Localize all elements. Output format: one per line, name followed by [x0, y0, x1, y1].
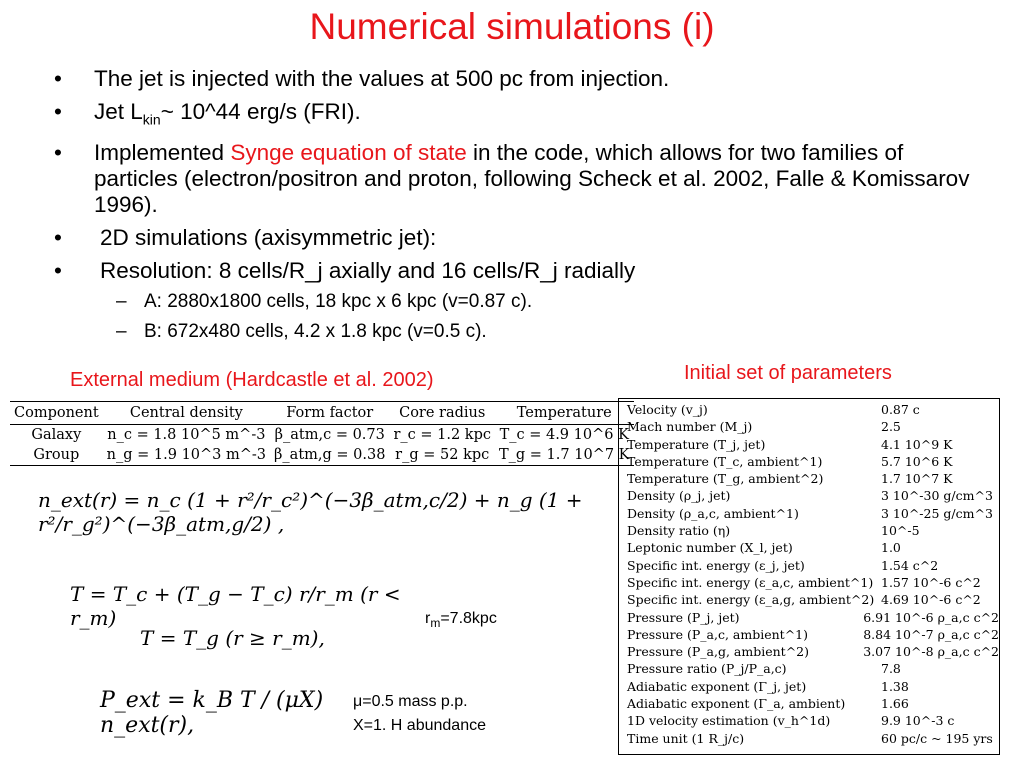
parameter-name: Density (ρ_j, jet) [627, 488, 731, 504]
bullet-list [54, 66, 974, 351]
density-equation-text: n_ext(r) = n_c (1 + r²/r_c²)^(−3β_atm,c/2) + n_g (1 + r²/r_g²)^(−3β_atm,g/2) , [38, 488, 583, 536]
parameter-value: 3 10^-25 g/cm^3 [881, 505, 993, 521]
table-cell: Group [10, 445, 103, 466]
table-row [619, 660, 999, 677]
header-cell: Core radius [389, 402, 495, 425]
bullet-marker: • [54, 257, 62, 283]
sub-bullet-a [54, 291, 974, 313]
table-row [619, 487, 999, 504]
header-cell: Central density [103, 402, 270, 425]
bullet-synge [54, 140, 974, 218]
parameter-name: Pressure (P_a,c, ambient^1) [627, 626, 808, 642]
rm-symbol: r [425, 610, 431, 627]
parameter-value: 7.8 [881, 661, 901, 677]
rm-subscript: m [430, 616, 441, 631]
parameter-name: Leptonic number (X_l, jet) [627, 540, 793, 556]
parameter-value: 3.07 10^-8 ρ_a,c c^2 [863, 644, 999, 660]
bullet-marker: • [54, 66, 62, 91]
parameter-name: Density ratio (η) [627, 523, 731, 539]
parameter-value: 9.9 10^-3 c [881, 713, 955, 729]
temperature-equation-1 [70, 582, 410, 630]
parameter-value: 1.66 [881, 696, 909, 712]
table-row [10, 425, 634, 446]
dash-marker: – [116, 320, 127, 342]
table-row [619, 591, 999, 608]
table-cell: β_atm,c = 0.73 [274, 427, 385, 443]
table-header-row [10, 402, 634, 425]
table-row [619, 730, 999, 747]
bullet-text: 2D simulations (axisymmetric jet): [100, 224, 437, 250]
table-cell: r_c = 1.2 kpc [393, 427, 491, 443]
parameter-value: 0.87 c [881, 402, 920, 417]
external-medium-title: External medium (Hardcastle et al. 2002) [70, 369, 434, 391]
parameter-value: 1.38 [881, 678, 909, 694]
bullet-text-rest: in the code, which allows for two families of particles (electron/positron and proton, following Scheck et al. 2002, Falle & Komissarov 1996). [94, 139, 970, 217]
parameter-name: Mach number (M_j) [627, 419, 753, 435]
table-cell: r_g = 52 kpc [389, 445, 495, 466]
slide-title: Numerical simulations (i) [309, 6, 715, 47]
synge-highlight: Synge equation of state [230, 139, 467, 165]
parameter-name: Temperature (T_c, ambient^1) [627, 453, 823, 469]
bullet-marker: • [54, 99, 62, 124]
bullet-2d-sims [54, 225, 974, 251]
parameter-name: Temperature (T_g, ambient^2) [627, 471, 824, 487]
temperature-equation-1-text: T = T_c + (T_g − T_c) r/r_m (r < r_m) [70, 582, 401, 630]
parameter-value: 1.54 c^2 [881, 557, 939, 573]
table-cell: Galaxy [31, 427, 82, 443]
subscript-kin: kin [142, 111, 161, 128]
temperature-equation-2 [140, 626, 400, 650]
parameter-value: 2.5 [881, 419, 901, 435]
sub-bullet-text: A: 2880x1800 cells, 18 kpc x 6 kpc (v=0.87 c). [144, 290, 533, 312]
bullet-jet-luminosity [54, 99, 974, 133]
table-row [10, 445, 634, 466]
component-table [10, 401, 634, 466]
table-row [619, 678, 999, 695]
table-row [619, 574, 999, 591]
parameter-name: Pressure (P_j, jet) [627, 609, 740, 625]
parameter-name: Temperature (T_j, jet) [627, 436, 766, 452]
parameter-name: Time unit (1 R_j/c) [627, 730, 745, 746]
parameter-value: 4.1 10^9 K [881, 436, 953, 452]
sub-bullet-text: B: 672x480 cells, 4.2 x 1.8 kpc (v=0.5 c). [144, 320, 487, 342]
initial-parameters-title: Initial set of parameters [684, 362, 892, 384]
bullet-marker: • [54, 139, 62, 165]
bullet-marker: • [54, 224, 62, 250]
density-equation [38, 488, 598, 536]
table-row [619, 643, 999, 660]
bullet-text: Implemented [94, 139, 231, 165]
table-row [619, 401, 999, 418]
table-row [619, 453, 999, 470]
header-cell: Component [10, 402, 103, 425]
bullet-text: Jet L [94, 99, 143, 124]
table-cell: n_g = 1.9 10^3 m^-3 [103, 445, 270, 466]
table-row [619, 505, 999, 522]
parameter-name: Adiabatic exponent (Γ_a, ambient) [627, 696, 846, 712]
pressure-equation [100, 688, 340, 738]
parameter-name: 1D velocity estimation (v_h^1d) [627, 713, 831, 729]
table-row [619, 695, 999, 712]
parameter-value: 5.7 10^6 K [881, 453, 953, 469]
mu-note: μ=0.5 mass p.p. [353, 693, 468, 710]
table-row [619, 539, 999, 556]
dash-marker: – [116, 290, 127, 312]
table-row [619, 712, 999, 729]
parameter-name: Specific int. energy (ε_j, jet) [627, 557, 805, 573]
temperature-equation-2-text: T = T_g (r ≥ r_m), [140, 626, 325, 650]
parameter-value: 4.69 10^-6 c^2 [881, 592, 981, 608]
parameter-value: 8.84 10^-7 ρ_a,c c^2 [863, 626, 999, 642]
parameter-name: Pressure ratio (P_j/P_a,c) [627, 661, 787, 677]
parameter-name: Specific int. energy (ε_a,c, ambient^1) [627, 574, 874, 590]
parameter-name: Specific int. energy (ε_a,g, ambient^2) [627, 592, 875, 608]
parameter-value: 3 10^-30 g/cm^3 [881, 488, 993, 504]
bullet-text: Resolution: 8 cells/R_j axially and 16 cells/R_j radially [100, 257, 636, 283]
parameter-value: 60 pc/c ~ 195 yrs [881, 730, 993, 746]
parameter-value: 10^-5 [881, 523, 920, 539]
header-cell: Form factor [270, 402, 389, 425]
bullet-injection [54, 66, 974, 92]
parameter-name: Adiabatic exponent (Γ_j, jet) [627, 678, 807, 694]
core-radius-note [425, 610, 497, 630]
table-cell: T_c = 4.9 10^6 K [499, 427, 629, 443]
table-row [619, 557, 999, 574]
table-row [619, 626, 999, 643]
table-row [619, 609, 999, 626]
bullet-text: The jet is injected with the values at 500 pc from injection. [94, 66, 670, 91]
parameter-name: Pressure (P_a,g, ambient^2) [627, 644, 810, 660]
rm-value: =7.8kpc [440, 610, 497, 627]
parameter-name: Density (ρ_a,c, ambient^1) [627, 505, 799, 521]
pressure-equation-text: P_ext = k_B T / (μX) n_ext(r), [100, 688, 324, 738]
table-row [619, 418, 999, 435]
header-cell: Temperature [495, 402, 634, 425]
parameter-value: 1.7 10^7 K [881, 471, 953, 487]
bullet-text-rest: ~ 10^44 erg/s (FRI). [160, 99, 361, 124]
parameters-table [618, 398, 1000, 755]
table-cell: β_atm,g = 0.38 [270, 445, 389, 466]
sub-bullet-b [54, 321, 974, 343]
parameter-value: 1.57 10^-6 c^2 [881, 574, 981, 590]
bullet-resolution [54, 258, 974, 284]
table-row [619, 436, 999, 453]
table-row [619, 522, 999, 539]
table-cell: T_g = 1.7 10^7 K [495, 445, 634, 466]
parameter-name: Velocity (v_j) [627, 402, 708, 417]
table-row [619, 470, 999, 487]
x-note: X=1. H abundance [353, 717, 486, 734]
parameter-value: 1.0 [881, 540, 901, 556]
table-cell: n_c = 1.8 10^5 m^-3 [107, 427, 266, 443]
parameter-value: 6.91 10^-6 ρ_a,c c^2 [863, 609, 999, 625]
